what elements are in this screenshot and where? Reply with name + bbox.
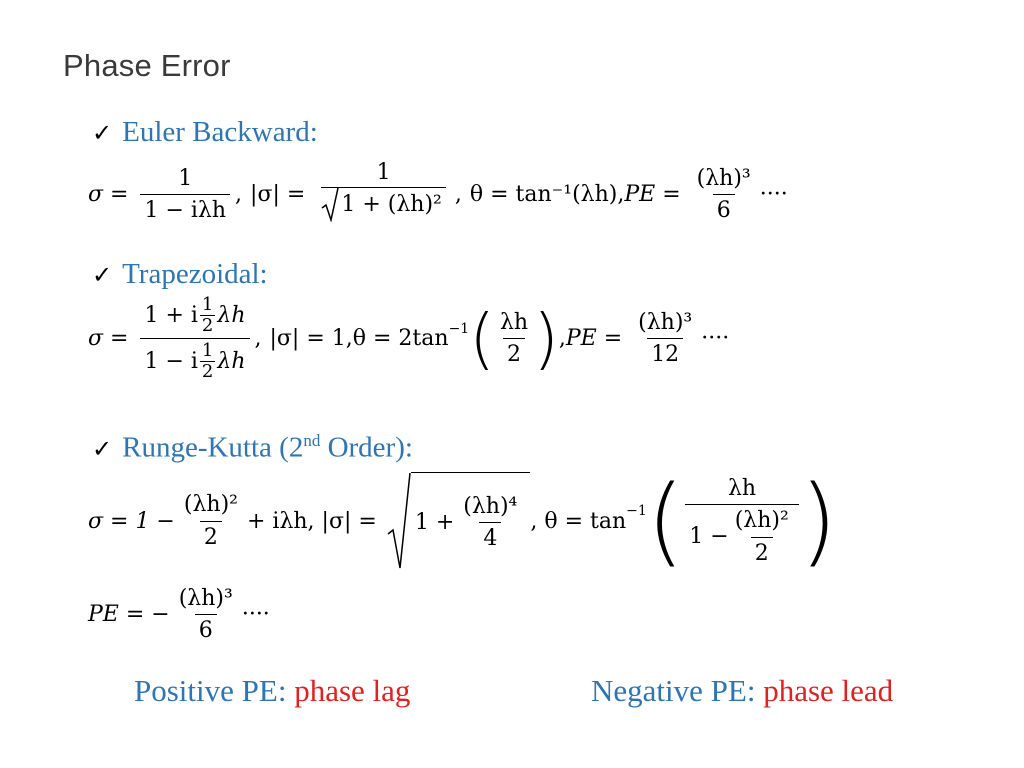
ordinal-superscript: nd	[303, 431, 321, 450]
paren-group: ( λh 1 − $\frac{\text{(λh)²}}{2}$ )	[646, 465, 838, 577]
pe-fraction: $\frac{\text{(λh)³}}{12}$	[638, 309, 693, 367]
numerator-prefix: 1 + i	[144, 302, 198, 328]
equation-trapezoidal: σ = 1 + i $\frac{1}{2}$ λh 1 − i $\frac{1}{2}$ λh , |σ| = 1, θ = 2tan −1 ( $\frac{\lambda h}{2}$ ) , PE = $\frac{\text{(λh)³}}{12}$ ····	[88, 294, 730, 382]
radicand-prefix: 1 +	[414, 510, 455, 535]
arg-fraction: λh 1 − $\frac{\text{(λh)²}}{2}$	[685, 476, 799, 566]
sqrt-expression	[387, 472, 531, 570]
lh2-fraction: $\frac{\text{(λh)²}}{2}$	[183, 492, 238, 550]
bullet-label-end: Order):	[320, 431, 413, 464]
bullet-runge-kutta	[92, 431, 413, 465]
checkmark-icon: ✓	[92, 434, 113, 463]
equation-rk-phase-error	[88, 586, 270, 644]
abs-sigma: |σ|	[250, 181, 280, 207]
sqrt-expression	[321, 187, 446, 222]
theta-expression: θ = 2tan	[352, 326, 449, 351]
bullet-euler-backward	[92, 116, 318, 149]
sigma-expression: σ = 1 −	[88, 508, 175, 534]
negative-pe-value: phase lead	[763, 673, 894, 708]
pe-symbol: PE	[624, 181, 656, 207]
fraction-numerator: (λh)³	[696, 165, 751, 191]
ellipsis: ····	[241, 602, 270, 628]
imag-term: + iλh, |σ| =	[246, 508, 377, 534]
lambda-h: λh	[217, 302, 246, 328]
half-fraction: $\frac{1}{2}$	[201, 294, 214, 336]
radical-sign-icon	[321, 188, 339, 222]
theta-expression: θ = tan⁻¹(λh),	[469, 181, 625, 207]
checkmark-icon: ✓	[92, 119, 113, 147]
equation-runge-kutta	[88, 465, 838, 577]
pe-fraction: $\frac{\text{(λh)³}}{6}$	[178, 586, 233, 644]
positive-pe-note	[134, 673, 410, 709]
fraction-denominator: 1 − iλh	[140, 194, 230, 223]
bullet-label: Runge-Kutta (2	[122, 431, 304, 464]
inner-fraction: $\frac{\text{(λh)²}}{2}$	[734, 508, 789, 566]
lambda-h: λh	[217, 348, 246, 374]
abs-sigma-fraction	[317, 160, 450, 229]
bullet-trapezoidal	[92, 258, 268, 291]
negative-pe-label: Negative PE:	[591, 673, 756, 708]
pe-expression: PE = −	[88, 602, 170, 628]
sigma-fraction	[140, 166, 230, 224]
slide-title: Phase Error	[63, 48, 231, 83]
sqrt-radicand: 1 + (λh)²	[341, 192, 442, 218]
ellipsis: ····	[701, 326, 730, 351]
bullet-label: Trapezoidal:	[122, 258, 268, 290]
checkmark-icon: ✓	[92, 261, 113, 289]
positive-pe-value: phase lag	[294, 673, 411, 708]
ellipsis: ····	[759, 181, 788, 207]
lh4-fraction: $\frac{\text{(λh)⁴}}{4}$	[463, 493, 518, 551]
pe-fraction	[693, 166, 755, 224]
sigma-symbol: σ	[88, 326, 104, 351]
half-fraction: $\frac{1}{2}$	[201, 340, 214, 382]
radical-sign-icon	[387, 472, 411, 570]
equation-euler: σ = $\frac{1}{\text{1 − iλh}}$ , |σ| = 1 1 + (λh)² , θ = tan⁻¹(λh), PE = $\frac{\text{(λh)³}}{6}$ ····	[88, 160, 788, 229]
inverse-superscript: −1	[448, 320, 470, 337]
arg-fraction: $\frac{\lambda h}{2}$	[499, 309, 529, 367]
bullet-label: Euler Backward:	[122, 116, 318, 148]
fraction-denominator: 6	[713, 194, 735, 223]
pe-symbol: PE	[565, 326, 597, 351]
negative-pe-note	[591, 673, 893, 709]
paren-group: ( $\frac{\lambda h}{2}$ )	[469, 299, 559, 377]
denominator-prefix: 1 − i	[144, 348, 198, 374]
inverse-superscript: −1	[626, 503, 647, 519]
theta-expression: , θ = tan	[530, 508, 627, 534]
sigma-symbol: σ	[88, 181, 104, 207]
fraction-numerator: 1	[376, 160, 391, 185]
sigma-fraction	[140, 296, 249, 381]
abs-sigma-expression: |σ| = 1,	[269, 326, 353, 351]
fraction-numerator: 1	[178, 165, 193, 191]
positive-pe-label: Positive PE:	[134, 673, 287, 708]
